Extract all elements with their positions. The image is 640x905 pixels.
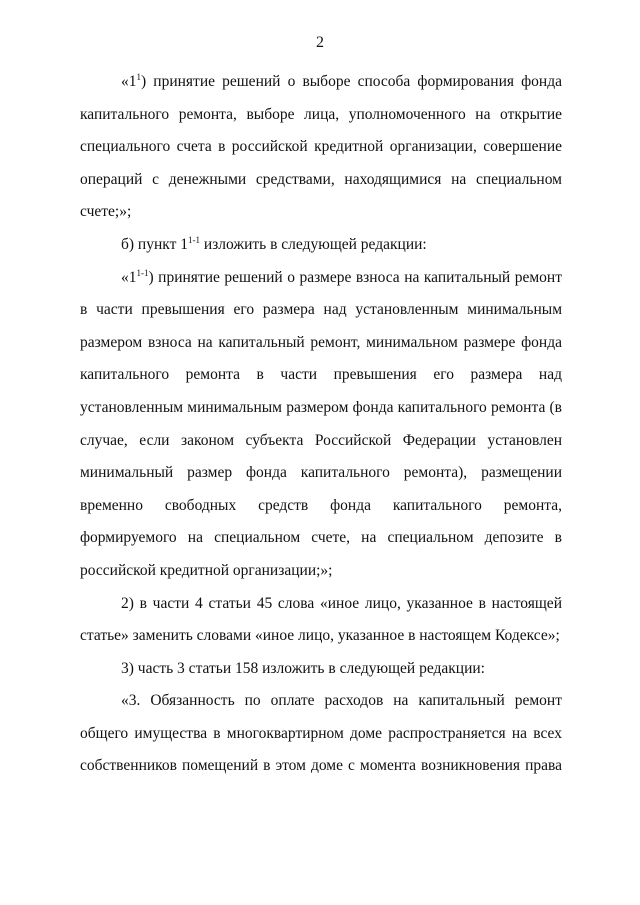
page-number: 2	[316, 34, 324, 51]
paragraph-text: изложить в следующей редакции:	[200, 235, 427, 253]
paragraph-prefix: «1	[121, 268, 137, 286]
paragraph-article-158	[80, 653, 562, 686]
paragraph-text: ) принятие решений о размере взноса на капитальный ремонт в части превышения его размера над установленным минимальным размером взноса на капитальный ремонт, минимальном размере фонда капитального ремонта в части превышения его размера над установленным минимальным размером фонда капитального ремонта (в случае, если законом субъекта Российской Федерации установлен минимальный размер фонда капитального ремонта), размещении временно свободных средств фонда капитального ремонта, формируемого на специальном счете, на специальном депозите в российской кредитной организации;»;	[80, 268, 562, 579]
paragraph-text: 2) в части 4 статьи 45 слова «иное лицо, указанное в настоящей статье» заменить словами «иное лицо, указанное в настоящем Кодексе»;	[80, 594, 562, 645]
superscript: 1-1	[136, 267, 149, 278]
paragraph-prefix: «1	[121, 73, 137, 90]
paragraph-text: «3. Обязанность по оплате расходов на капитальный ремонт общего имущества в многоквартирном доме распространяется на всех собственников помещений в этом доме с момента возникновения права	[80, 692, 562, 775]
paragraph-text: 3) часть 3 статьи 158 изложить в следующей редакции:	[121, 659, 485, 677]
paragraph-contribution-size	[80, 262, 562, 588]
document-body	[80, 66, 562, 783]
paragraph-payment-obligation	[80, 685, 562, 783]
superscript: 1-1	[188, 234, 200, 245]
paragraph-prefix: б) пункт 1	[121, 235, 188, 253]
paragraph-amendment-b	[80, 229, 562, 262]
paragraph-capital-repair-fund-method	[80, 66, 562, 229]
paragraph-text: ) принятие решений о выборе способа формирования фонда капитального ремонта, выборе лица, уполномоченного на открытие специального счета в российской кредитной организации, совершение операций с денежными средствами, находящимися на специальном счете;»;	[80, 73, 562, 221]
superscript: 1	[136, 72, 141, 82]
paragraph-article-45	[80, 588, 562, 653]
